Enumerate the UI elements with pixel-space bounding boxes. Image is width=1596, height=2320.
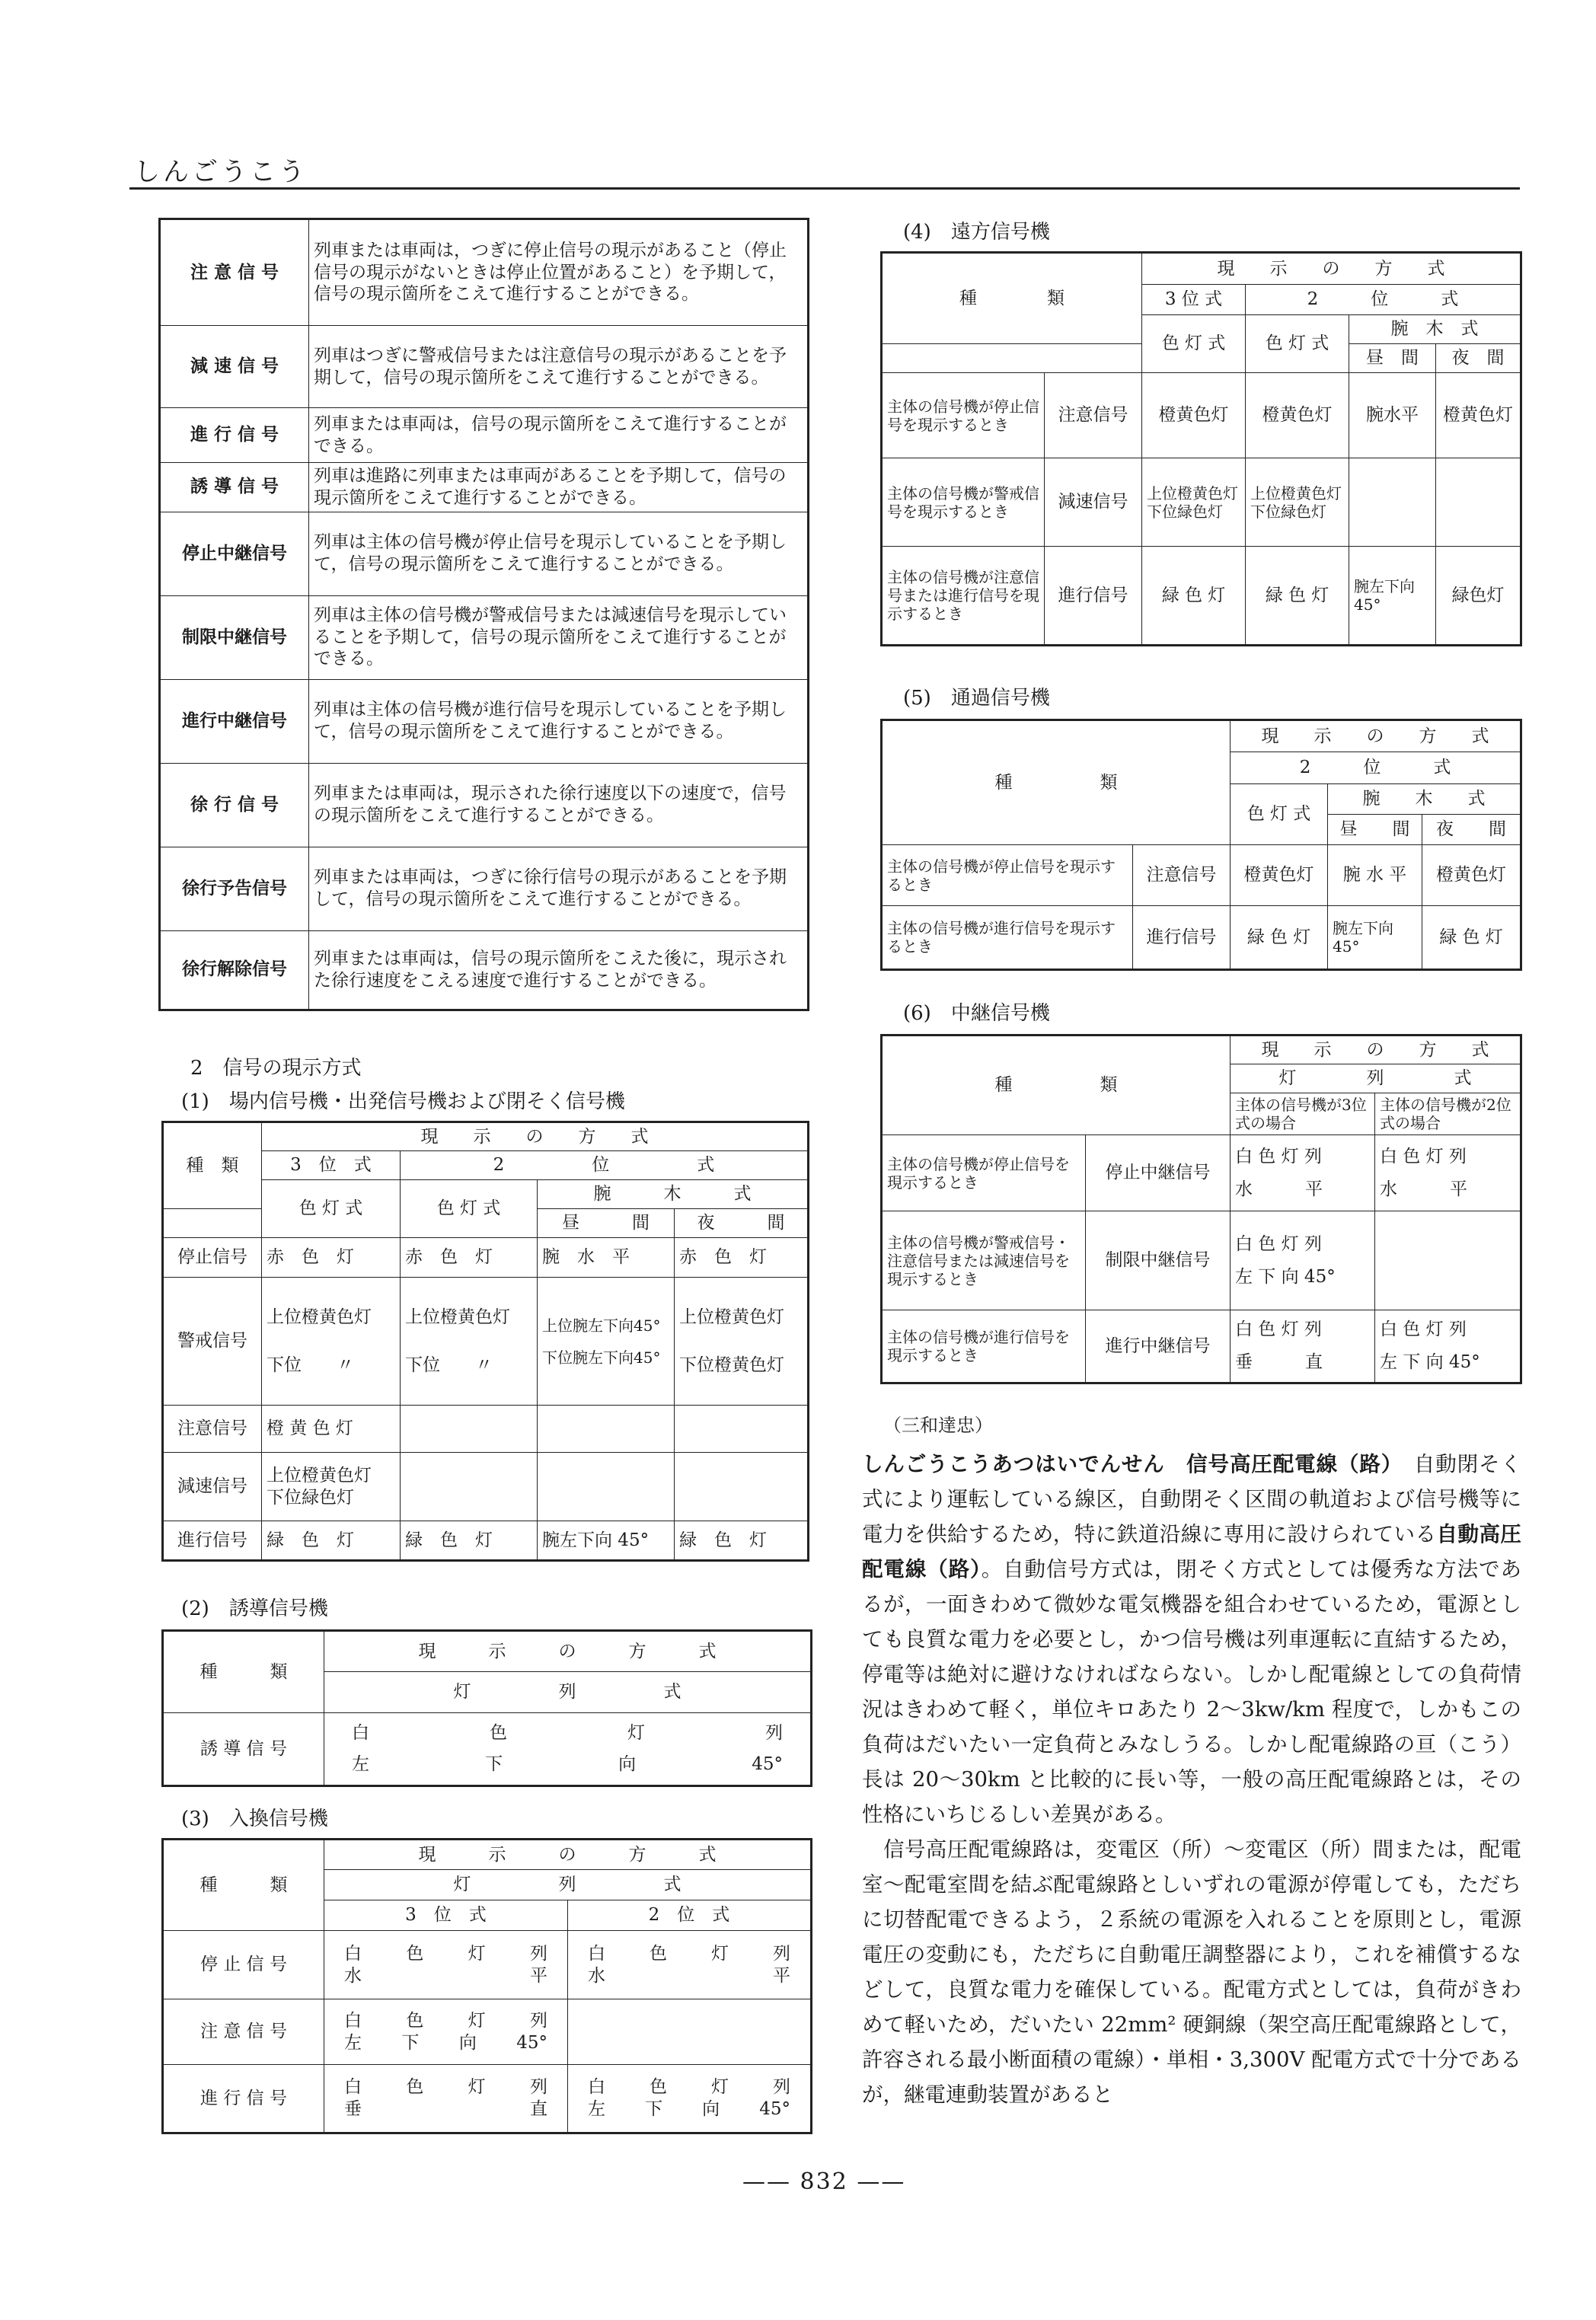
t1-cell: 赤 色 灯 <box>262 1238 401 1278</box>
t1-cell: 緑 色 灯 <box>401 1521 538 1561</box>
t1-cell: 上位橙黄色灯 下位 〃 <box>262 1278 401 1406</box>
t1-cell: 上位橙黄色灯 下位 〃 <box>401 1278 538 1406</box>
t5-row-name: 注意信号 <box>1133 845 1231 906</box>
t4-cell: 緑色灯 <box>1436 547 1521 646</box>
t1-row-name: 注意信号 <box>163 1406 262 1453</box>
t3-row <box>163 1999 812 2065</box>
table-6 <box>880 1034 1522 1384</box>
aspect-name: 徐行解除信号 <box>160 930 309 1010</box>
t6-cond: 主体の信号機が停止信号を現示するとき <box>882 1135 1086 1211</box>
t5-cond: 主体の信号機が停止信号を現示するとき <box>882 845 1133 906</box>
t3-row <box>163 1931 812 1999</box>
aspect-row <box>160 408 809 463</box>
section-title: 2 信号の現示方式 <box>190 1057 362 1080</box>
aspect-desc: 列車は主体の信号機が警戒信号または減速信号を現示していることを予期して，信号の現示箇所をこえて進行することができる。 <box>309 595 809 679</box>
t1-two: 2 位 式 <box>401 1151 809 1180</box>
t2-mode: 灯 列 式 <box>324 1672 812 1713</box>
t6-row-name: 停止中継信号 <box>1086 1135 1231 1211</box>
author: （三和達忠） <box>883 1415 993 1436</box>
t1-cell: 橙 黄 色 灯 <box>262 1406 401 1453</box>
t4-night: 夜 間 <box>1436 344 1521 373</box>
aspect-name: 徐行予告信号 <box>160 847 309 930</box>
caption-table-1: (1) 場内信号機・出発信号機および閉そく信号機 <box>181 1090 625 1113</box>
t3-two: 2 位 式 <box>568 1900 812 1931</box>
t4-cell: 橙黄色灯 <box>1246 373 1349 458</box>
t3-kind: 種 類 <box>163 1840 324 1931</box>
t1-cell: 腕 水 平 <box>538 1238 675 1278</box>
aspect-name: 減 速 信 号 <box>160 326 309 408</box>
caption-table-4: (4) 遠方信号機 <box>903 221 1050 244</box>
running-header: しんごうこう <box>134 157 308 187</box>
t5-two: 2 位 式 <box>1231 752 1521 784</box>
t4-row-name: 注意信号 <box>1045 373 1142 458</box>
aspect-name: 注 意 信 号 <box>160 219 309 326</box>
t6-row <box>882 1310 1521 1383</box>
aspect-table <box>158 218 809 1011</box>
aspect-name: 誘 導 信 号 <box>160 463 309 512</box>
t5-cell: 緑 色 灯 <box>1231 906 1328 970</box>
t2-method: 現 示 の 方 式 <box>324 1631 812 1672</box>
aspect-desc: 列車はつぎに警戒信号または注意信号の現示があることを予期して，信号の現示箇所をこえて進行することができる。 <box>309 326 809 408</box>
t3-method: 現 示 の 方 式 <box>324 1840 812 1870</box>
aspect-row <box>160 763 809 847</box>
t6-cell: 白 色 灯 列 左 下 向 45° <box>1375 1310 1521 1383</box>
t2-row-name: 誘 導 信 号 <box>163 1713 324 1786</box>
aspect-name: 進 行 信 号 <box>160 408 309 463</box>
t6-row-name: 進行中継信号 <box>1086 1310 1231 1383</box>
table-5 <box>880 719 1522 971</box>
table-1 <box>161 1121 809 1562</box>
caption-table-2: (2) 誘導信号機 <box>181 1597 328 1620</box>
t6-cell: 白 色 灯 列 垂 直 <box>1231 1310 1375 1383</box>
aspect-desc: 列車は主体の信号機が進行信号を現示していることを予期して，信号の現示箇所をこえて進行することができる。 <box>309 679 809 763</box>
t1-color2: 色 灯 式 <box>401 1180 538 1238</box>
t1-kind-cont <box>163 1209 262 1238</box>
t6-h3: 主体の信号機が3位式の場合 <box>1231 1093 1375 1135</box>
aspect-row <box>160 463 809 512</box>
t3-row-name: 停 止 信 号 <box>163 1931 324 1999</box>
t6-cell: 白 色 灯 列 水 平 <box>1375 1135 1521 1211</box>
t5-cell: 橙黄色灯 <box>1231 845 1328 906</box>
aspect-row <box>160 595 809 679</box>
t6-cond: 主体の信号機が進行信号を現示するとき <box>882 1310 1086 1383</box>
t5-cell: 腕左下向45° <box>1328 906 1422 970</box>
t1-three: 3 位 式 <box>262 1151 401 1180</box>
table-4 <box>880 251 1522 646</box>
t6-method: 現 示 の 方 式 <box>1231 1036 1521 1064</box>
caption-table-6: (6) 中継信号機 <box>903 1002 1050 1025</box>
t1-cell: 上位橙黄色灯 下位橙黄色灯 <box>675 1278 809 1406</box>
t4-cond: 主体の信号機が警戒信号を現示するとき <box>882 458 1045 547</box>
t4-cond: 主体の信号機が停止信号を現示するとき <box>882 373 1045 458</box>
t5-arm: 腕 木 式 <box>1328 784 1521 815</box>
t4-cell: 腕水平 <box>1349 373 1436 458</box>
table-2 <box>161 1629 812 1787</box>
t3-three: 3 位 式 <box>324 1900 568 1931</box>
t3-cell: 白 色 灯 列 垂 直 <box>324 2065 568 2133</box>
t3-row-name: 注 意 信 号 <box>163 1999 324 2065</box>
t5-color: 色 灯 式 <box>1231 784 1328 845</box>
t4-three: 3 位 式 <box>1142 285 1246 315</box>
t6-kind: 種 類 <box>882 1036 1231 1135</box>
t4-color2: 色 灯 式 <box>1246 315 1349 373</box>
t4-cond: 主体の信号機が注意信号または進行信号を現示するとき <box>882 547 1045 646</box>
t4-row-name: 進行信号 <box>1045 547 1142 646</box>
t1-row-name: 進行信号 <box>163 1521 262 1561</box>
aspect-desc: 列車は主体の信号機が停止信号を現示していることを予期して，信号の現示箇所をこえて進行することができる。 <box>309 512 809 595</box>
t3-mode: 灯 列 式 <box>324 1870 812 1900</box>
aspect-desc: 列車または車両は，信号の現示箇所をこえた後に，現示された徐行速度をこえる速度で進行することができる。 <box>309 930 809 1010</box>
aspect-desc: 列車または車両は，信号の現示箇所をこえて進行することができる。 <box>309 408 809 463</box>
t5-method: 現 示 の 方 式 <box>1231 720 1521 752</box>
page-number: —— 832 —— <box>742 2168 906 2195</box>
t5-cell: 緑 色 灯 <box>1422 906 1521 970</box>
t6-cell <box>1375 1211 1521 1310</box>
t1-color: 色 灯 式 <box>262 1180 401 1238</box>
t1-arm: 腕 木 式 <box>538 1180 809 1209</box>
aspect-desc: 列車または車両は，つぎに停止信号の現示があること（停止信号の現示がないときは停止位置があること）を予期して，信号の現示箇所をこえて進行することができる。 <box>309 219 809 326</box>
aspect-row <box>160 512 809 595</box>
t4-row-name: 減速信号 <box>1045 458 1142 547</box>
t6-cell: 白 色 灯 列 左 下 向 45° <box>1231 1211 1375 1310</box>
t1-cell: 上位腕左下向45° 下位腕左下向45° <box>538 1278 675 1406</box>
aspect-row <box>160 326 809 408</box>
aspect-name: 進行中継信号 <box>160 679 309 763</box>
t6-cell: 白 色 灯 列 水 平 <box>1231 1135 1375 1211</box>
aspect-row <box>160 679 809 763</box>
t4-kind: 種 類 <box>882 253 1142 344</box>
t4-two: 2 位 式 <box>1246 285 1521 315</box>
table-3 <box>161 1838 812 2134</box>
t4-kind-cont <box>882 344 1142 373</box>
aspect-desc: 列車または車両は，つぎに徐行信号の現示があることを予期して，信号の現示箇所をこえて進行することができる。 <box>309 847 809 930</box>
t3-row-name: 進 行 信 号 <box>163 2065 324 2133</box>
t1-cell: 赤 色 灯 <box>401 1238 538 1278</box>
t3-cell: 白 色 灯 列 左 下 向 45° <box>324 1999 568 2065</box>
caption-table-5: (5) 通過信号機 <box>903 687 1050 710</box>
t6-h2: 主体の信号機が2位式の場合 <box>1375 1093 1521 1135</box>
t1-method: 現 示 の 方 式 <box>262 1122 809 1151</box>
t6-row-name: 制限中継信号 <box>1086 1211 1231 1310</box>
t1-day: 昼 間 <box>538 1209 675 1238</box>
entry-p2: 信号高圧配電線路は，変電区（所）～変電区（所）間または，配電室～配電室間を結ぶ配電線路としいずれの電源が停電しても，ただちに切替配電できるよう，２系統の電源を入れることを原則とし，電源電圧の変動にも，ただちに自動電圧調整器により，これを補償するなどして，良質な電力を確保している。配電方式としては，負荷がきわめて軽いため，だいたい 22mm² 硬銅線（架空高圧配電線路として，許容される最小断面積の電線）・単相・3,300V 配電方式で十分であるが，継電連動装置があると <box>862 1837 1521 2107</box>
aspect-desc: 列車または車両は，現示された徐行速度以下の速度で，信号の現示箇所をこえて進行することができる。 <box>309 763 809 847</box>
aspect-name: 停止中継信号 <box>160 512 309 595</box>
t1-cell: 赤 色 灯 <box>675 1238 809 1278</box>
t4-cell: 緑 色 灯 <box>1142 547 1246 646</box>
t4-cell: 橙黄色灯 <box>1142 373 1246 458</box>
t4-method: 現 示 の 方 式 <box>1142 253 1521 285</box>
t2-kind: 種 類 <box>163 1631 324 1713</box>
t4-day: 昼 間 <box>1349 344 1436 373</box>
t3-cell <box>568 1999 812 2065</box>
aspect-name: 制限中継信号 <box>160 595 309 679</box>
entry-p1c: 。自動信号方式は，閉そく方式としては優秀な方法であるが，一面きわめて微妙な電気機器を組合わせているため，電源としても良質な電力を必要とし，かつ信号機は列車運転に直結するため，停電等は絶対に避けなければならない。しかし配電線としての負荷情況はきわめて軽く，単位キロあたり 2～3kw/km 程度で，しかもこの負荷はだいたい一定負荷とみなしうる。しかし配電線路の亘（こう）長は 20～30km と比較的に長い等，一般の高圧配電線路とは，その性格にいちじるしい差異がある。 <box>862 1557 1522 1827</box>
t4-cell: 上位橙黄色灯 下位緑色灯 <box>1142 458 1246 547</box>
entry-p1b: 自動高圧配電線（路） <box>862 1522 1522 1581</box>
aspect-desc: 列車は進路に列車または車両があることを予期して，信号の現示箇所をこえて進行することができる。 <box>309 463 809 512</box>
t1-cell: 上位橙黄色灯 下位緑色灯 <box>262 1453 401 1521</box>
t4-cell: 腕左下向45° <box>1349 547 1436 646</box>
t5-row-name: 進行信号 <box>1133 906 1231 970</box>
t4-cell: 緑 色 灯 <box>1246 547 1349 646</box>
t5-cell: 橙黄色灯 <box>1422 845 1521 906</box>
t4-color: 色 灯 式 <box>1142 315 1246 373</box>
entry-heading: しんごうこうあつはいでんせん 信号高圧配電線（路） <box>862 1452 1393 1476</box>
t6-row <box>882 1135 1521 1211</box>
t3-cell: 白 色 灯 列 左 下 向 45° <box>568 2065 812 2133</box>
t1-night: 夜 間 <box>675 1209 809 1238</box>
t5-kind: 種 類 <box>882 720 1231 845</box>
t1-cell: 腕左下向 45° <box>538 1521 675 1561</box>
t1-cell: 緑 色 灯 <box>675 1521 809 1561</box>
aspect-row <box>160 847 809 930</box>
aspect-name: 徐 行 信 号 <box>160 763 309 847</box>
t6-row <box>882 1211 1521 1310</box>
entry-text <box>862 1447 1521 2112</box>
header-rule <box>129 187 1520 190</box>
t1-cell: 緑 色 灯 <box>262 1521 401 1561</box>
t6-mode: 灯 列 式 <box>1231 1064 1521 1093</box>
t4-cell: 上位橙黄色灯 下位緑色灯 <box>1246 458 1349 547</box>
t5-day: 昼 間 <box>1328 815 1422 845</box>
t2-cell: 白 色 灯 列 左 下 向 45° <box>324 1713 812 1786</box>
t1-row-name: 停止信号 <box>163 1238 262 1278</box>
caption-table-3: (3) 入換信号機 <box>181 1808 328 1830</box>
t3-row <box>163 2065 812 2133</box>
t5-cell: 腕 水 平 <box>1328 845 1422 906</box>
t4-arm: 腕 木 式 <box>1349 315 1521 344</box>
t5-night: 夜 間 <box>1422 815 1521 845</box>
aspect-row <box>160 930 809 1010</box>
t6-cond: 主体の信号機が警戒信号・注意信号または減速信号を現示するとき <box>882 1211 1086 1310</box>
aspect-row <box>160 219 809 326</box>
t1-row-name: 減速信号 <box>163 1453 262 1521</box>
t1-row-name: 警戒信号 <box>163 1278 262 1406</box>
t3-cell: 白 色 灯 列 水 平 <box>568 1931 812 1999</box>
entry-p1a: 自動閉そく式により運転している線区，自動閉そく区間の軌道および信号機等に電力を供給するため，特に鉄道沿線に専用に設けられている <box>862 1452 1522 1546</box>
t1-kind: 種 類 <box>163 1122 262 1209</box>
t4-cell: 橙黄色灯 <box>1436 373 1521 458</box>
t3-cell: 白 色 灯 列 水 平 <box>324 1931 568 1999</box>
t5-cond: 主体の信号機が進行信号を現示するとき <box>882 906 1133 970</box>
